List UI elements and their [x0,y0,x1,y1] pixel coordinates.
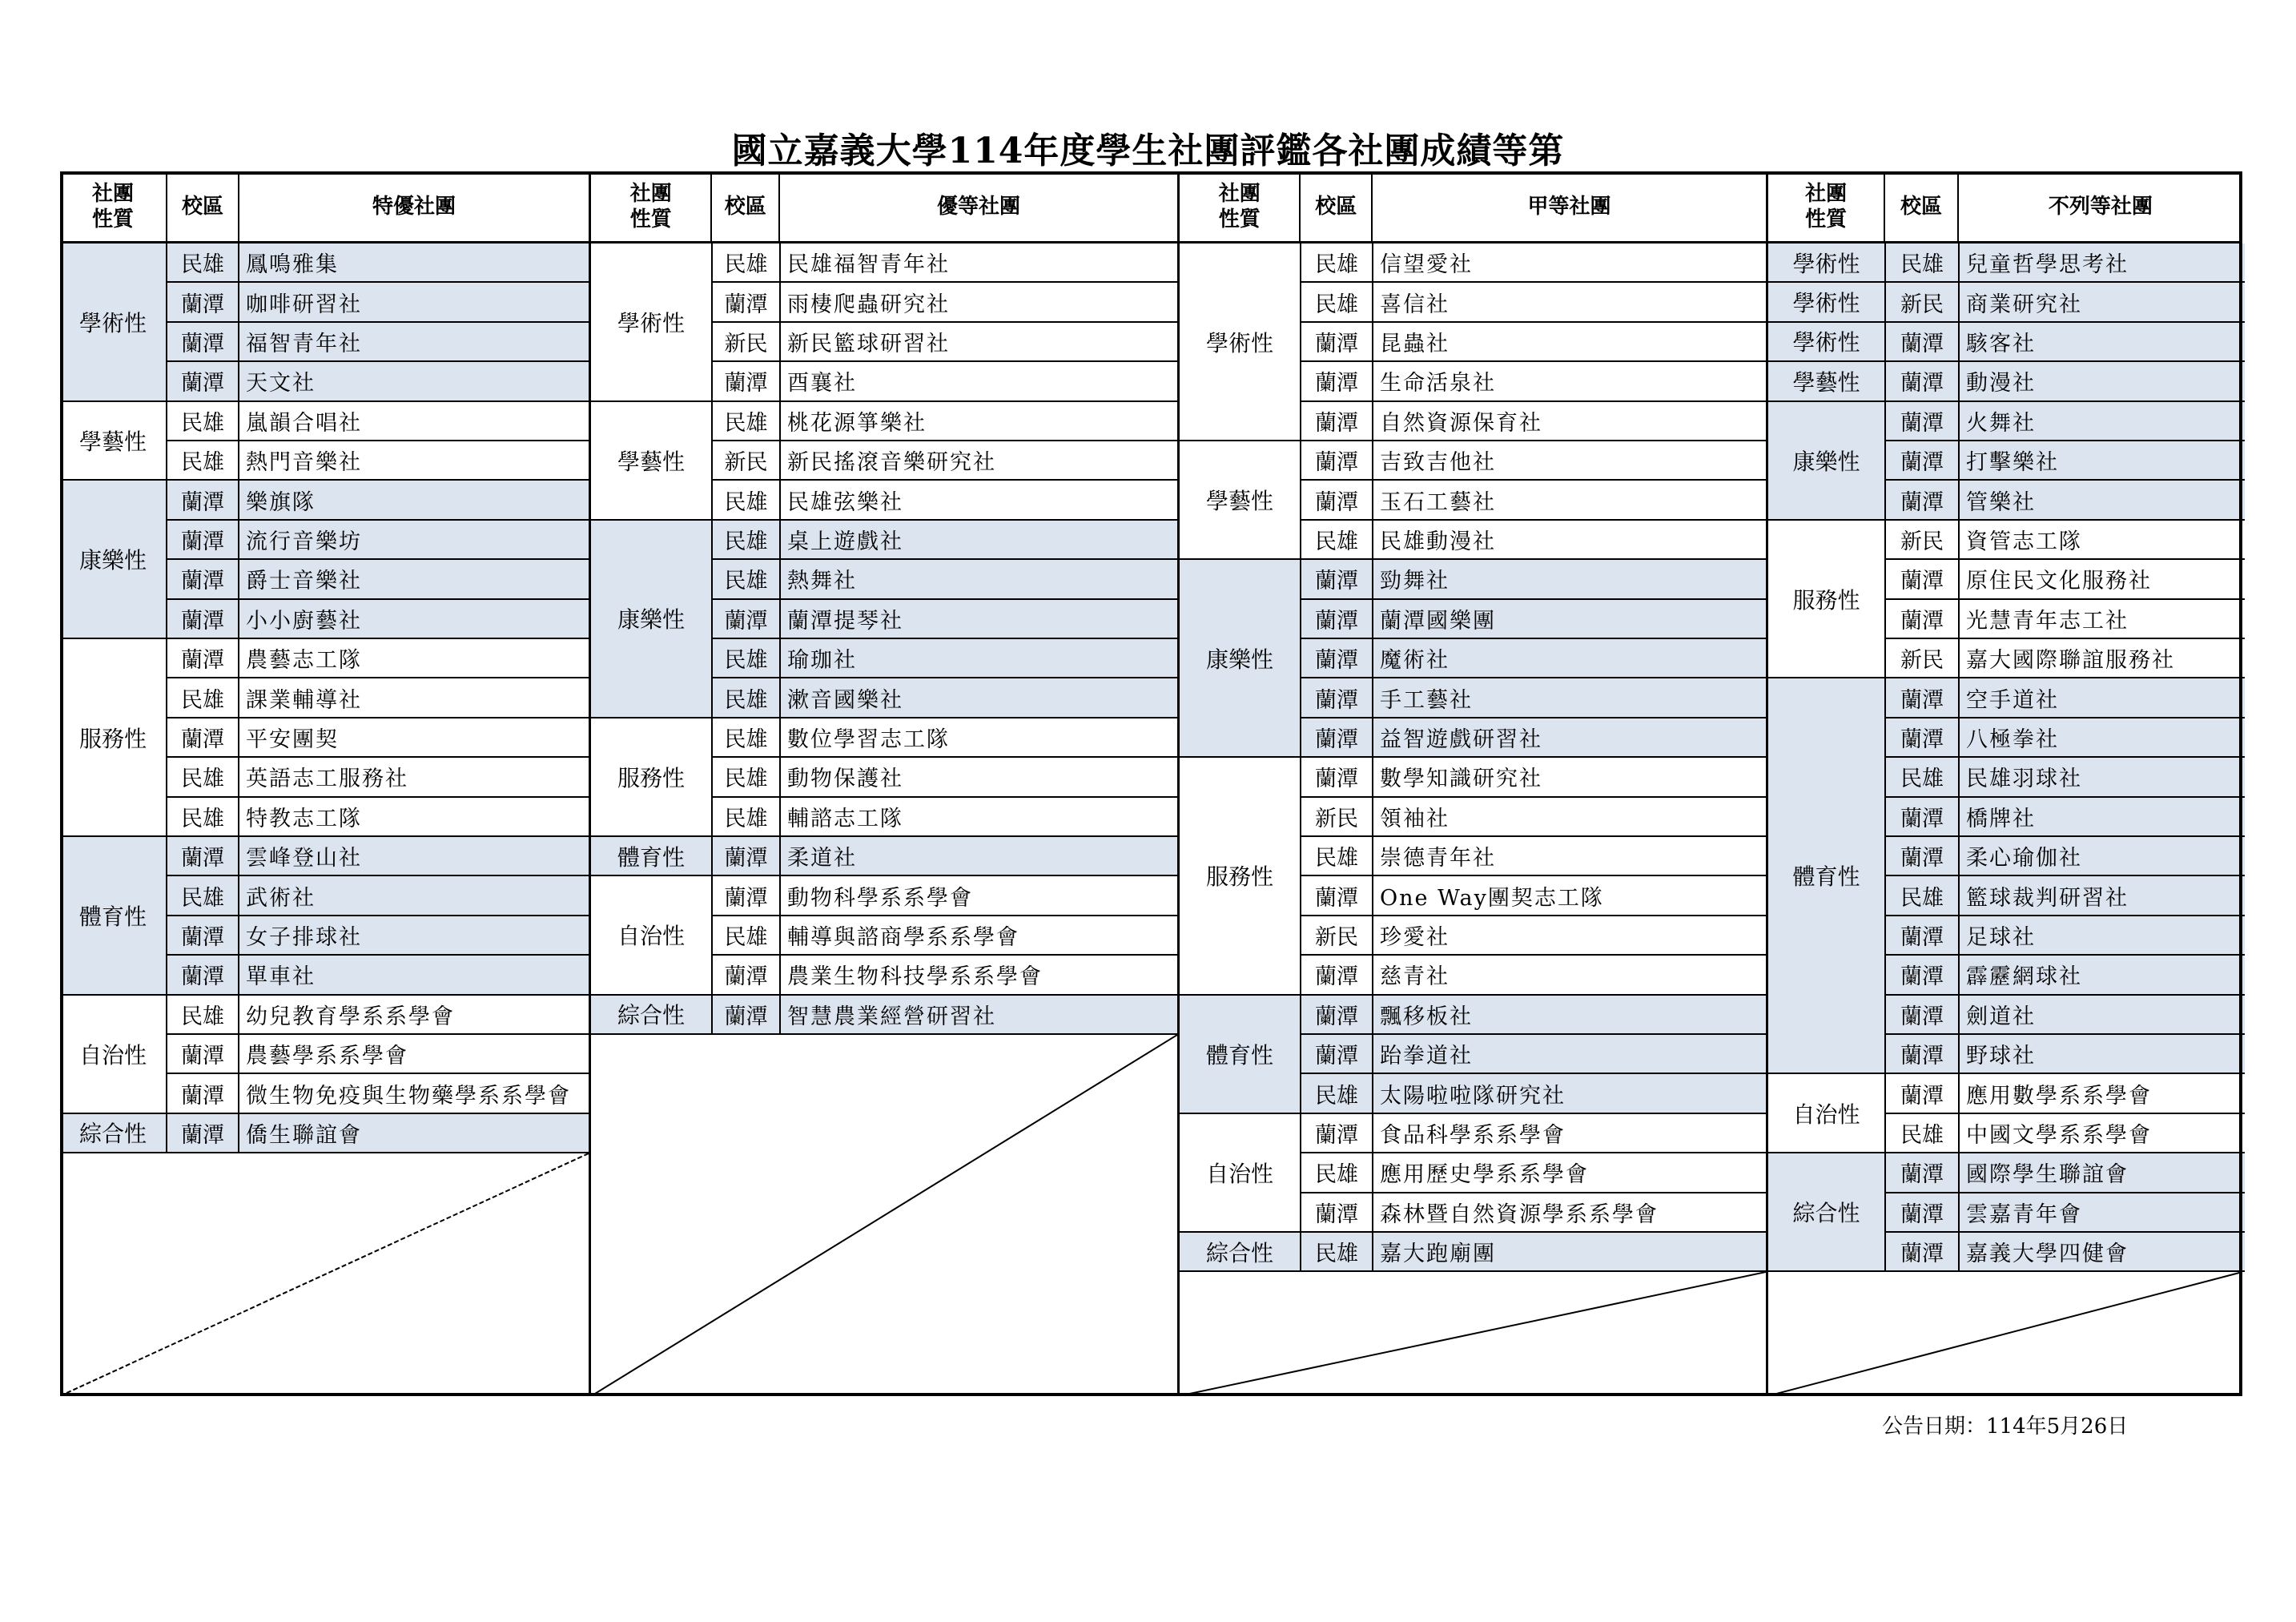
header-campus: 校區 [710,171,778,241]
category-cell: 學藝性 [591,402,711,521]
campus-cell: 民雄 [711,521,779,558]
club-name: 福智青年社 [238,323,589,360]
campus-cell: 新民 [1300,916,1372,954]
campus-cell: 蘭潭 [1300,1193,1372,1231]
club-name: 嘉大國際聯誼服務社 [1958,639,2245,677]
category-cell: 學術性 [591,244,711,402]
campus-cell: 民雄 [1300,1153,1372,1191]
campus-cell: 民雄 [711,560,779,598]
campus-cell: 民雄 [711,639,779,677]
club-name: 桌上遊戲社 [779,521,1180,558]
club-name: 信望愛社 [1372,244,1768,281]
campus-cell: 民雄 [166,441,238,479]
category-cell: 自治性 [591,876,711,995]
campus-cell: 蘭潭 [1884,1035,1958,1073]
header-category: 社團 性質 [629,181,672,231]
campus-cell: 蘭潭 [1884,718,1958,756]
campus-cell: 蘭潭 [1300,402,1372,440]
campus-cell: 民雄 [711,481,779,518]
campus-cell: 民雄 [1300,837,1372,875]
club-name: 蘭潭提琴社 [779,600,1180,638]
campus-cell: 蘭潭 [166,639,238,677]
category-cell: 綜合性 [1180,1233,1300,1272]
club-name: 瑜珈社 [779,639,1180,677]
category-cell: 服務性 [1180,758,1300,995]
campus-cell: 蘭潭 [711,283,779,320]
category-cell: 康樂性 [1180,560,1300,758]
header-tier: 不列等社團 [1957,171,2242,241]
club-name: 咖啡研習社 [238,283,589,320]
campus-cell: 蘭潭 [1884,916,1958,954]
campus-cell: 民雄 [1300,283,1372,320]
club-name: 玉石工藝社 [1372,481,1768,518]
club-name: 橋牌社 [1958,798,2245,835]
club-name: 雲嘉青年會 [1958,1193,2245,1231]
campus-cell: 蘭潭 [1300,362,1372,400]
club-name: 數位學習志工隊 [779,718,1180,756]
category-cell: 康樂性 [591,521,711,718]
club-name: 應用數學系系學會 [1958,1074,2245,1112]
campus-cell: 蘭潭 [711,956,779,993]
category-cell: 學術性 [1768,323,1884,362]
campus-cell: 蘭潭 [1300,758,1372,795]
campus-cell: 新民 [1884,521,1958,558]
category-cell: 體育性 [1768,678,1884,1074]
club-name: 熱門音樂社 [238,441,589,479]
club-name: 劍道社 [1958,996,2245,1033]
category-cell: 服務性 [60,639,166,837]
category-cell: 學藝性 [60,402,166,481]
campus-cell: 新民 [1884,283,1958,320]
campus-cell: 蘭潭 [166,560,238,598]
campus-cell: 蘭潭 [1884,323,1958,360]
campus-cell: 民雄 [166,758,238,795]
announcement-date: 公告日期：114年5月26日 [1882,1415,2129,1439]
header-campus: 校區 [1299,171,1371,241]
document-title: 國立嘉義大學114年度學生社團評鑑各社團成績等第 [731,131,1565,171]
club-name: 益智遊戲研習社 [1372,718,1768,756]
campus-cell: 民雄 [166,402,238,440]
club-name: 光慧青年志工社 [1958,600,2245,638]
header-campus: 校區 [166,171,238,241]
campus-cell: 蘭潭 [711,837,779,875]
club-name: 智慧農業經營研習社 [779,996,1180,1033]
campus-cell: 民雄 [711,798,779,835]
category-cell: 自治性 [1180,1114,1300,1233]
club-name: 食品科學系系學會 [1372,1114,1768,1152]
campus-cell: 民雄 [1300,521,1372,558]
club-name: 農業生物科技學系系學會 [779,956,1180,993]
campus-cell: 蘭潭 [1884,560,1958,598]
campus-cell: 民雄 [711,916,779,954]
header-tier: 特優社團 [238,171,589,241]
campus-cell: 蘭潭 [1300,639,1372,677]
club-name: 火舞社 [1958,402,2245,440]
header-tier: 甲等社團 [1371,171,1766,241]
category-cell: 綜合性 [591,996,711,1035]
campus-cell: 新民 [1300,798,1372,835]
club-name: 森林暨自然資源學系系學會 [1372,1193,1768,1231]
header-category: 社團 性質 [1218,181,1261,231]
campus-cell: 蘭潭 [1884,402,1958,440]
club-name: 民雄弦樂社 [779,481,1180,518]
club-name: 爵士音樂社 [238,560,589,598]
category-cell: 學藝性 [1180,441,1300,560]
campus-cell: 蘭潭 [1300,481,1372,518]
club-name: 平安團契 [238,718,589,756]
campus-cell: 民雄 [1884,244,1958,281]
campus-cell: 民雄 [1300,1233,1372,1270]
club-name: 新民籃球研習社 [779,323,1180,360]
campus-cell: 蘭潭 [166,956,238,993]
campus-cell: 民雄 [711,402,779,440]
club-name: 手工藝社 [1372,678,1768,716]
campus-cell: 民雄 [711,244,779,281]
club-name: 珍愛社 [1372,916,1768,954]
club-name: 慈青社 [1372,956,1768,993]
campus-cell: 蘭潭 [166,718,238,756]
campus-cell: 蘭潭 [1884,1153,1958,1191]
club-name: 課業輔導社 [238,678,589,716]
campus-cell: 蘭潭 [1300,560,1372,598]
club-name: 空手道社 [1958,678,2245,716]
campus-cell: 民雄 [166,244,238,281]
category-cell: 學術性 [1180,244,1300,441]
club-name: 商業研究社 [1958,283,2245,320]
club-name: 漱音國樂社 [779,678,1180,716]
campus-cell: 蘭潭 [1884,362,1958,400]
header-tier: 優等社團 [778,171,1177,241]
campus-cell: 民雄 [711,718,779,756]
club-name: 柔心瑜伽社 [1958,837,2245,875]
campus-cell: 民雄 [1884,1114,1958,1152]
campus-cell: 蘭潭 [1300,876,1372,914]
club-name: 熱舞社 [779,560,1180,598]
category-cell: 自治性 [60,996,166,1114]
club-name: 英語志工服務社 [238,758,589,795]
campus-cell: 民雄 [166,798,238,835]
campus-cell: 蘭潭 [166,283,238,320]
campus-cell: 民雄 [1300,1074,1372,1112]
category-cell: 體育性 [1180,996,1300,1114]
club-name: 領袖社 [1372,798,1768,835]
campus-cell: 蘭潭 [1300,441,1372,479]
category-cell: 綜合性 [60,1114,166,1153]
club-name: 動漫社 [1958,362,2245,400]
club-name: 新民搖滾音樂研究社 [779,441,1180,479]
club-name: 中國文學系系學會 [1958,1114,2245,1152]
club-name: 打擊樂社 [1958,441,2245,479]
campus-cell: 蘭潭 [1300,1035,1372,1073]
campus-cell: 民雄 [166,678,238,716]
category-cell: 學術性 [1768,283,1884,322]
club-name: 生命活泉社 [1372,362,1768,400]
campus-cell: 蘭潭 [166,1114,238,1152]
club-name: 跆拳道社 [1372,1035,1768,1073]
club-name: 籃球裁判研習社 [1958,876,2245,914]
category-cell: 自治性 [1768,1074,1884,1153]
club-name: 女子排球社 [238,916,589,954]
club-name: 吉致吉他社 [1372,441,1768,479]
club-name: One Way團契志工隊 [1372,876,1768,914]
category-cell: 學術性 [60,244,166,402]
club-name: 輔導與諮商學系系學會 [779,916,1180,954]
campus-cell: 新民 [1884,639,1958,677]
campus-cell: 蘭潭 [1300,678,1372,716]
category-cell: 體育性 [591,837,711,876]
club-name: 民雄動漫社 [1372,521,1768,558]
club-name: 自然資源保育社 [1372,402,1768,440]
club-name: 輔諮志工隊 [779,798,1180,835]
campus-cell: 新民 [711,323,779,360]
club-name: 武術社 [238,876,589,914]
campus-cell: 蘭潭 [1884,1233,1958,1270]
club-name: 崇德青年社 [1372,837,1768,875]
club-name: 八極拳社 [1958,718,2245,756]
campus-cell: 蘭潭 [166,1035,238,1073]
category-cell: 綜合性 [1768,1153,1884,1272]
campus-cell: 蘭潭 [1300,718,1372,756]
campus-cell: 蘭潭 [166,600,238,638]
club-name: 原住民文化服務社 [1958,560,2245,598]
club-name: 樂旗隊 [238,481,589,518]
club-name: 嘉義大學四健會 [1958,1233,2245,1270]
campus-cell: 蘭潭 [1884,956,1958,993]
campus-cell: 蘭潭 [1300,996,1372,1033]
category-cell: 服務性 [591,718,711,837]
campus-cell: 蘭潭 [1300,323,1372,360]
club-name: 野球社 [1958,1035,2245,1073]
category-cell: 康樂性 [60,481,166,639]
category-cell: 體育性 [60,837,166,996]
campus-cell: 蘭潭 [166,481,238,518]
club-name: 僑生聯誼會 [238,1114,589,1152]
club-name: 柔道社 [779,837,1180,875]
campus-cell: 蘭潭 [166,916,238,954]
club-name: 動物科學系系學會 [779,876,1180,914]
club-name: 小小廚藝社 [238,600,589,638]
campus-cell: 民雄 [1884,876,1958,914]
category-cell: 學術性 [1768,244,1884,283]
table-frame [60,171,2242,1396]
campus-cell: 蘭潭 [1884,1193,1958,1231]
club-name: 動物保護社 [779,758,1180,795]
campus-cell: 民雄 [711,758,779,795]
category-cell: 學藝性 [1768,362,1884,401]
campus-cell: 蘭潭 [1300,956,1372,993]
club-name: 魔術社 [1372,639,1768,677]
club-name: 管樂社 [1958,481,2245,518]
club-name: 飄移板社 [1372,996,1768,1033]
campus-cell: 蘭潭 [1884,678,1958,716]
campus-cell: 蘭潭 [1300,600,1372,638]
campus-cell: 民雄 [166,876,238,914]
campus-cell: 蘭潭 [1884,798,1958,835]
club-name: 天文社 [238,362,589,400]
campus-cell: 蘭潭 [166,323,238,360]
club-name: 民雄羽球社 [1958,758,2245,795]
campus-cell: 民雄 [711,678,779,716]
club-name: 太陽啦啦隊研究社 [1372,1074,1768,1112]
club-name: 幼兒教育學系系學會 [238,996,589,1033]
club-name: 農藝志工隊 [238,639,589,677]
campus-cell: 蘭潭 [711,996,779,1033]
category-cell: 服務性 [1768,521,1884,679]
club-name: 嘉大跑廟團 [1372,1233,1768,1270]
club-name: 單車社 [238,956,589,993]
club-name: 勁舞社 [1372,560,1768,598]
club-name: 雲峰登山社 [238,837,589,875]
club-name: 特教志工隊 [238,798,589,835]
club-name: 駭客社 [1958,323,2245,360]
header-category: 社團 性質 [91,181,134,231]
campus-cell: 蘭潭 [1300,1114,1372,1152]
club-name: 足球社 [1958,916,2245,954]
club-name: 應用歷史學系系學會 [1372,1153,1768,1191]
club-name: 桃花源箏樂社 [779,402,1180,440]
club-name: 國際學生聯誼會 [1958,1153,2245,1191]
club-name: 資管志工隊 [1958,521,2245,558]
club-name: 農藝學系系學會 [238,1035,589,1073]
category-cell: 康樂性 [1768,402,1884,521]
header-campus: 校區 [1884,171,1957,241]
campus-cell: 蘭潭 [1884,837,1958,875]
campus-cell: 蘭潭 [711,876,779,914]
campus-cell: 蘭潭 [166,362,238,400]
club-name: 兒童哲學思考社 [1958,244,2245,281]
club-name: 喜信社 [1372,283,1768,320]
campus-cell: 蘭潭 [166,521,238,558]
campus-cell: 蘭潭 [1884,1074,1958,1112]
header-category: 社團 性質 [1805,181,1848,231]
club-name: 嵐韻合唱社 [238,402,589,440]
campus-cell: 蘭潭 [1884,441,1958,479]
campus-cell: 蘭潭 [1884,996,1958,1033]
club-name: 微生物免疫與生物藥學系系學會 [238,1074,589,1112]
campus-cell: 蘭潭 [711,600,779,638]
campus-cell: 蘭潭 [1884,481,1958,518]
campus-cell: 新民 [711,441,779,479]
club-name: 流行音樂坊 [238,521,589,558]
club-name: 雨棲爬蟲研究社 [779,283,1180,320]
club-name: 鳳鳴雅集 [238,244,589,281]
club-name: 酉襄社 [779,362,1180,400]
club-name: 民雄福智青年社 [779,244,1180,281]
campus-cell: 民雄 [1884,758,1958,795]
club-name: 霹靂網球社 [1958,956,2245,993]
campus-cell: 蘭潭 [166,837,238,875]
club-name: 數學知識研究社 [1372,758,1768,795]
club-name: 蘭潭國樂團 [1372,600,1768,638]
club-name: 昆蟲社 [1372,323,1768,360]
campus-cell: 民雄 [1300,244,1372,281]
campus-cell: 蘭潭 [711,362,779,400]
campus-cell: 蘭潭 [1884,600,1958,638]
campus-cell: 蘭潭 [166,1074,238,1112]
campus-cell: 民雄 [166,996,238,1033]
